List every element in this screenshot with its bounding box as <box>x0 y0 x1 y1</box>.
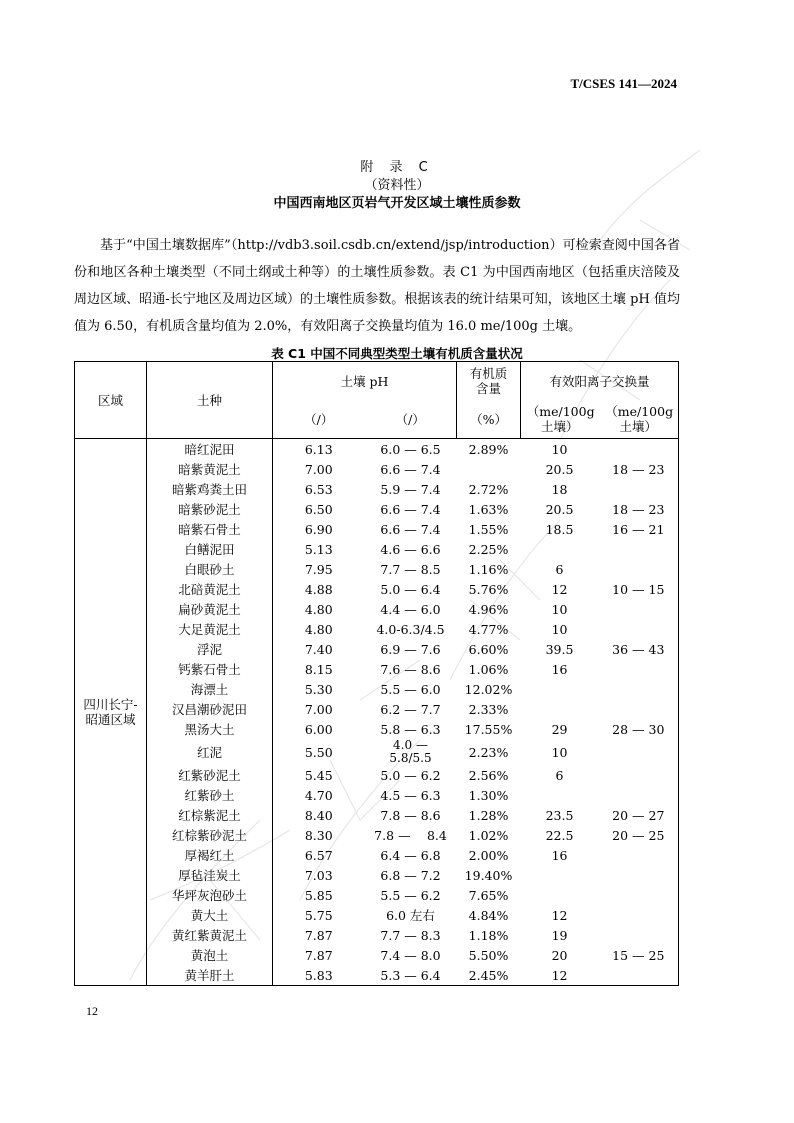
table-row <box>75 825 679 845</box>
organic-matter-cell: 5.76% <box>468 581 509 597</box>
cec-value-cell: 20.5 <box>545 461 574 477</box>
cec-value-cell <box>521 699 599 719</box>
table-row <box>75 479 679 499</box>
table-row <box>75 599 679 619</box>
cec-value-cell: 23.5 <box>545 807 574 823</box>
ph-range-cell: 7.4 — 8.0 <box>380 947 441 963</box>
cec-value-cell <box>521 885 599 905</box>
cec-range-cell <box>599 539 679 559</box>
ph-value-cell: 7.95 <box>304 561 333 577</box>
table-row <box>75 699 679 719</box>
header-ph-range-unit: （/） <box>365 400 457 439</box>
organic-matter-cell: 1.55% <box>468 521 509 537</box>
table-row <box>75 945 679 965</box>
organic-matter-cell: 7.65% <box>468 887 509 903</box>
cec-value-cell: 22.5 <box>545 827 574 843</box>
soil-name-cell: 浮泥 <box>147 639 273 659</box>
cec-range-cell <box>599 965 679 986</box>
cec-value-cell <box>521 785 599 805</box>
cec-value-cell: 20 <box>551 947 568 963</box>
region-cell: 四川长宁-昭通区域 <box>75 439 147 986</box>
cec-value-cell: 16 <box>551 661 568 677</box>
cec-range-cell: 28 — 30 <box>599 719 679 739</box>
ph-range-cell: 6.4 — 6.8 <box>380 847 441 863</box>
organic-matter-cell <box>457 459 521 479</box>
ph-value-cell: 6.57 <box>304 847 333 863</box>
table-row <box>75 439 679 460</box>
ph-value-cell: 5.13 <box>304 541 333 557</box>
organic-matter-cell: 2.45% <box>457 965 521 986</box>
organic-matter-cell: 1.02% <box>468 827 509 843</box>
ph-range-cell: 7.8 — 8.6 <box>380 807 441 823</box>
organic-matter-cell: 1.63% <box>468 501 509 517</box>
ph-range-cell: 6.0 左右 <box>386 907 435 923</box>
ph-range-cell: 5.5 — 6.2 <box>380 887 441 903</box>
table-row <box>75 965 679 986</box>
organic-matter-cell: 4.96% <box>468 601 509 617</box>
cec-range-cell <box>599 559 679 579</box>
cec-range-cell <box>599 659 679 679</box>
ph-range-cell: 6.8 — 7.2 <box>380 867 441 883</box>
header-ph: 土壤 pH <box>273 362 457 401</box>
cec-range-cell <box>599 739 679 765</box>
ph-value-cell: 4.80 <box>304 601 333 617</box>
table-row <box>75 639 679 659</box>
organic-matter-cell: 2.33% <box>468 701 509 717</box>
soil-name-cell: 黄泡土 <box>147 945 273 965</box>
ph-value-cell: 6.00 <box>304 721 333 737</box>
soil-name-cell: 红棕紫砂泥土 <box>147 825 273 845</box>
header-om-unit: （%） <box>457 400 521 439</box>
soil-name-cell: 红棕紫泥土 <box>147 805 273 825</box>
soil-name-cell: 黄羊肝土 <box>147 965 273 986</box>
table-row <box>75 765 679 785</box>
ph-range-cell: 6.6 — 7.4 <box>380 501 441 517</box>
ph-range-cell: 6.0 — 6.5 <box>380 441 441 457</box>
table-row <box>75 579 679 599</box>
ph-value-cell: 5.83 <box>273 965 365 986</box>
soil-name-cell: 大足黄泥土 <box>147 619 273 639</box>
table-row <box>75 539 679 559</box>
header-cec-range-unit: （me/100g 土壤） <box>599 400 679 439</box>
soil-name-cell: 海漂土 <box>147 679 273 699</box>
ph-range-cell: 5.0 — 6.2 <box>380 767 441 783</box>
ph-value-cell: 4.88 <box>304 581 333 597</box>
soil-name-cell: 暗紫砂泥土 <box>147 499 273 519</box>
organic-matter-cell: 1.30% <box>468 787 509 803</box>
appendix-type: （资料性） <box>364 178 430 193</box>
ph-value-cell: 8.30 <box>304 827 333 843</box>
ph-value-cell: 6.53 <box>304 481 333 497</box>
ph-range-cell: 4.5 — 6.3 <box>380 787 441 803</box>
cec-value-cell: 18.5 <box>545 521 574 537</box>
organic-matter-cell: 2.56% <box>468 767 509 783</box>
table-row <box>75 845 679 865</box>
cec-value-cell: 6 <box>555 767 564 783</box>
cec-value-cell: 12 <box>521 965 599 986</box>
cec-value-cell: 10 <box>551 621 568 637</box>
organic-matter-cell: 2.23% <box>468 744 509 760</box>
organic-matter-cell: 1.18% <box>468 927 509 943</box>
cec-range-cell <box>599 439 679 460</box>
cec-value-cell: 19 <box>551 927 568 943</box>
table-caption: 表 C1 中国不同典型类型土壤有机质含量状况 <box>271 346 523 361</box>
soil-name-cell: 厚毡洼炭土 <box>147 865 273 885</box>
soil-name-cell: 暗紫黄泥土 <box>147 459 273 479</box>
ph-value-cell: 4.80 <box>304 621 333 637</box>
table-row <box>75 659 679 679</box>
cec-range-cell <box>599 619 679 639</box>
soil-name-cell: 白鳝泥田 <box>147 539 273 559</box>
ph-value-cell: 6.50 <box>304 501 333 517</box>
ph-value-cell: 5.75 <box>304 907 333 923</box>
ph-value-cell: 7.87 <box>304 947 333 963</box>
header-cec-unit: （me/100g 土壤） <box>521 400 599 439</box>
ph-range-cell: 5.5 — 6.0 <box>380 681 441 697</box>
soil-name-cell: 黄红紫黄泥土 <box>147 925 273 945</box>
table-row <box>75 679 679 699</box>
table-row <box>75 865 679 885</box>
document-code: T/CSES 141—2024 <box>570 76 677 91</box>
organic-matter-cell: 2.89% <box>468 441 509 457</box>
ph-range-cell: 6.6 — 7.4 <box>380 461 441 477</box>
cec-range-cell <box>599 785 679 805</box>
cec-range-cell <box>599 479 679 499</box>
ph-range-cell: 5.8 — 6.3 <box>380 721 441 737</box>
ph-range-cell: 7.7 — 8.5 <box>380 561 441 577</box>
soil-name-cell: 钙紫石骨土 <box>147 659 273 679</box>
cec-range-cell <box>599 699 679 719</box>
ph-range-cell: 4.6 — 6.6 <box>380 541 441 557</box>
ph-range-cell: 6.9 — 7.6 <box>380 641 441 657</box>
organic-matter-cell: 4.77% <box>468 621 509 637</box>
table-row <box>75 805 679 825</box>
header-soil: 土种 <box>147 362 273 439</box>
cec-range-cell: 20 — 27 <box>599 805 679 825</box>
ph-range-cell: 5.9 — 7.4 <box>380 481 441 497</box>
cec-range-cell <box>599 885 679 905</box>
organic-matter-cell: 6.60% <box>468 641 509 657</box>
ph-value-cell: 7.87 <box>304 927 333 943</box>
cec-range-cell <box>599 865 679 885</box>
cec-range-cell: 18 — 23 <box>599 499 679 519</box>
cec-range-cell: 10 — 15 <box>599 579 679 599</box>
soil-name-cell: 华坪灰泡砂土 <box>147 885 273 905</box>
cec-range-cell <box>599 925 679 945</box>
soil-name-cell: 黑汤大土 <box>147 719 273 739</box>
table-row <box>75 739 679 765</box>
soil-name-cell: 红泥 <box>147 739 273 765</box>
cec-value-cell: 12 <box>551 581 568 597</box>
cec-value-cell: 20.5 <box>545 501 574 517</box>
ph-value-cell: 5.50 <box>304 744 333 760</box>
page-number: 12 <box>86 1004 98 1018</box>
cec-value-cell: 10 <box>551 601 568 617</box>
ph-value-cell: 7.00 <box>304 701 333 717</box>
table-row <box>75 559 679 579</box>
ph-value-cell: 7.40 <box>304 641 333 657</box>
cec-value-cell <box>521 865 599 885</box>
appendix-title: 附 录 C <box>360 160 434 175</box>
ph-value-cell: 5.85 <box>304 887 333 903</box>
ph-range-cell: 6.6 — 7.4 <box>380 521 441 537</box>
ph-value-cell: 6.13 <box>304 441 333 457</box>
cec-range-cell <box>599 679 679 699</box>
ph-value-cell: 8.40 <box>304 807 333 823</box>
cec-range-cell <box>599 765 679 785</box>
organic-matter-cell: 4.84% <box>468 907 509 923</box>
cec-range-cell <box>599 845 679 865</box>
ph-range-cell: 7.7 — 8.3 <box>380 927 441 943</box>
ph-range-cell: 7.6 — 8.6 <box>380 661 441 677</box>
table-row <box>75 499 679 519</box>
table-row <box>75 719 679 739</box>
soil-name-cell: 厚褐红土 <box>147 845 273 865</box>
header-region: 区域 <box>75 362 147 439</box>
ph-range-cell: 6.2 — 7.7 <box>380 701 441 717</box>
cec-value-cell: 6 <box>555 561 564 577</box>
cec-range-cell <box>599 599 679 619</box>
header-cec: 有效阳离子交换量 <box>521 362 679 401</box>
cec-value-cell: 12 <box>551 907 568 923</box>
cec-value-cell: 39.5 <box>545 641 574 657</box>
soil-name-cell: 暗紫石骨土 <box>147 519 273 539</box>
soil-name-cell: 暗紫鸡粪土田 <box>147 479 273 499</box>
cec-value-cell: 10 <box>551 744 568 760</box>
table-row <box>75 619 679 639</box>
soil-name-cell: 北碚黄泥土 <box>147 579 273 599</box>
cec-range-cell: 16 — 21 <box>599 519 679 539</box>
ph-value-cell: 5.45 <box>304 767 333 783</box>
cec-value-cell: 29 <box>551 721 568 737</box>
organic-matter-cell: 2.25% <box>468 541 509 557</box>
organic-matter-cell: 19.40% <box>464 867 513 883</box>
table-row <box>75 925 679 945</box>
cec-range-cell: 15 — 25 <box>599 945 679 965</box>
cec-value-cell <box>521 679 599 699</box>
ph-range-cell: 7.8 — 8.4 <box>374 827 447 843</box>
organic-matter-cell: 1.16% <box>468 561 509 577</box>
cec-range-cell: 36 — 43 <box>599 639 679 659</box>
cec-range-cell <box>599 905 679 925</box>
ph-range-cell: 4.0-6.3/4.5 <box>376 621 445 637</box>
cec-range-cell: 20 — 25 <box>599 825 679 845</box>
ph-range-cell: 5.3 — 6.4 <box>365 965 457 986</box>
soil-name-cell: 黄大土 <box>147 905 273 925</box>
ph-value-cell: 5.30 <box>304 681 333 697</box>
organic-matter-cell: 17.55% <box>464 721 513 737</box>
ph-value-cell: 4.70 <box>304 787 333 803</box>
cec-value-cell: 10 <box>551 441 568 457</box>
soil-name-cell: 白眼砂土 <box>147 559 273 579</box>
soil-name-cell: 红紫砂泥土 <box>147 765 273 785</box>
organic-matter-cell: 1.06% <box>468 661 509 677</box>
organic-matter-cell: 12.02% <box>464 681 513 697</box>
ph-value-cell: 8.15 <box>304 661 333 677</box>
ph-value-cell: 7.03 <box>304 867 333 883</box>
intro-paragraph: 基于“中国土壤数据库”（http://vdb3.soil.csdb.cn/extend/jsp/introduction）可检索查阅中国各省份和地区各种土壤类型（不同土纲或土种等）的土壤性质参数。表 C1 为中国西南地区（包括重庆涪陵及周边区域、昭通-长宁地区及周边区域）的土壤性质参数。根据该表的统计结果可知，该地区土壤 pH 值均值为 6.50，有机质含量均值为 2.0%，有效阳离子交换量均值为 16.0 me/100g 土壤。 <box>74 238 680 334</box>
soil-properties-table <box>74 361 679 986</box>
organic-matter-cell: 2.72% <box>468 481 509 497</box>
cec-value-cell: 16 <box>551 847 568 863</box>
table-row <box>75 785 679 805</box>
table-row <box>75 885 679 905</box>
organic-matter-cell: 5.50% <box>468 947 509 963</box>
organic-matter-cell: 1.28% <box>468 807 509 823</box>
ph-range-cell: 4.0 — 5.8/5.5 <box>389 738 432 765</box>
cec-value-cell: 18 <box>551 481 568 497</box>
ph-range-cell: 5.0 — 6.4 <box>380 581 441 597</box>
soil-name-cell: 扁砂黄泥土 <box>147 599 273 619</box>
table-row <box>75 459 679 479</box>
ph-value-cell: 7.00 <box>304 461 333 477</box>
ph-value-cell: 6.90 <box>304 521 333 537</box>
ph-range-cell: 4.4 — 6.0 <box>380 601 441 617</box>
table-row <box>75 519 679 539</box>
header-ph-unit: （/） <box>273 400 365 439</box>
soil-name-cell: 汉昌潮砂泥田 <box>147 699 273 719</box>
soil-name-cell: 暗红泥田 <box>147 439 273 460</box>
cec-value-cell <box>521 539 599 559</box>
table-row <box>75 905 679 925</box>
appendix-subtitle: 中国西南地区页岩气开发区域土壤性质参数 <box>273 196 521 211</box>
soil-name-cell: 红紫砂土 <box>147 785 273 805</box>
cec-range-cell: 18 — 23 <box>599 459 679 479</box>
organic-matter-cell: 2.00% <box>468 847 509 863</box>
header-organic-matter: 有机质含量 <box>457 362 521 401</box>
